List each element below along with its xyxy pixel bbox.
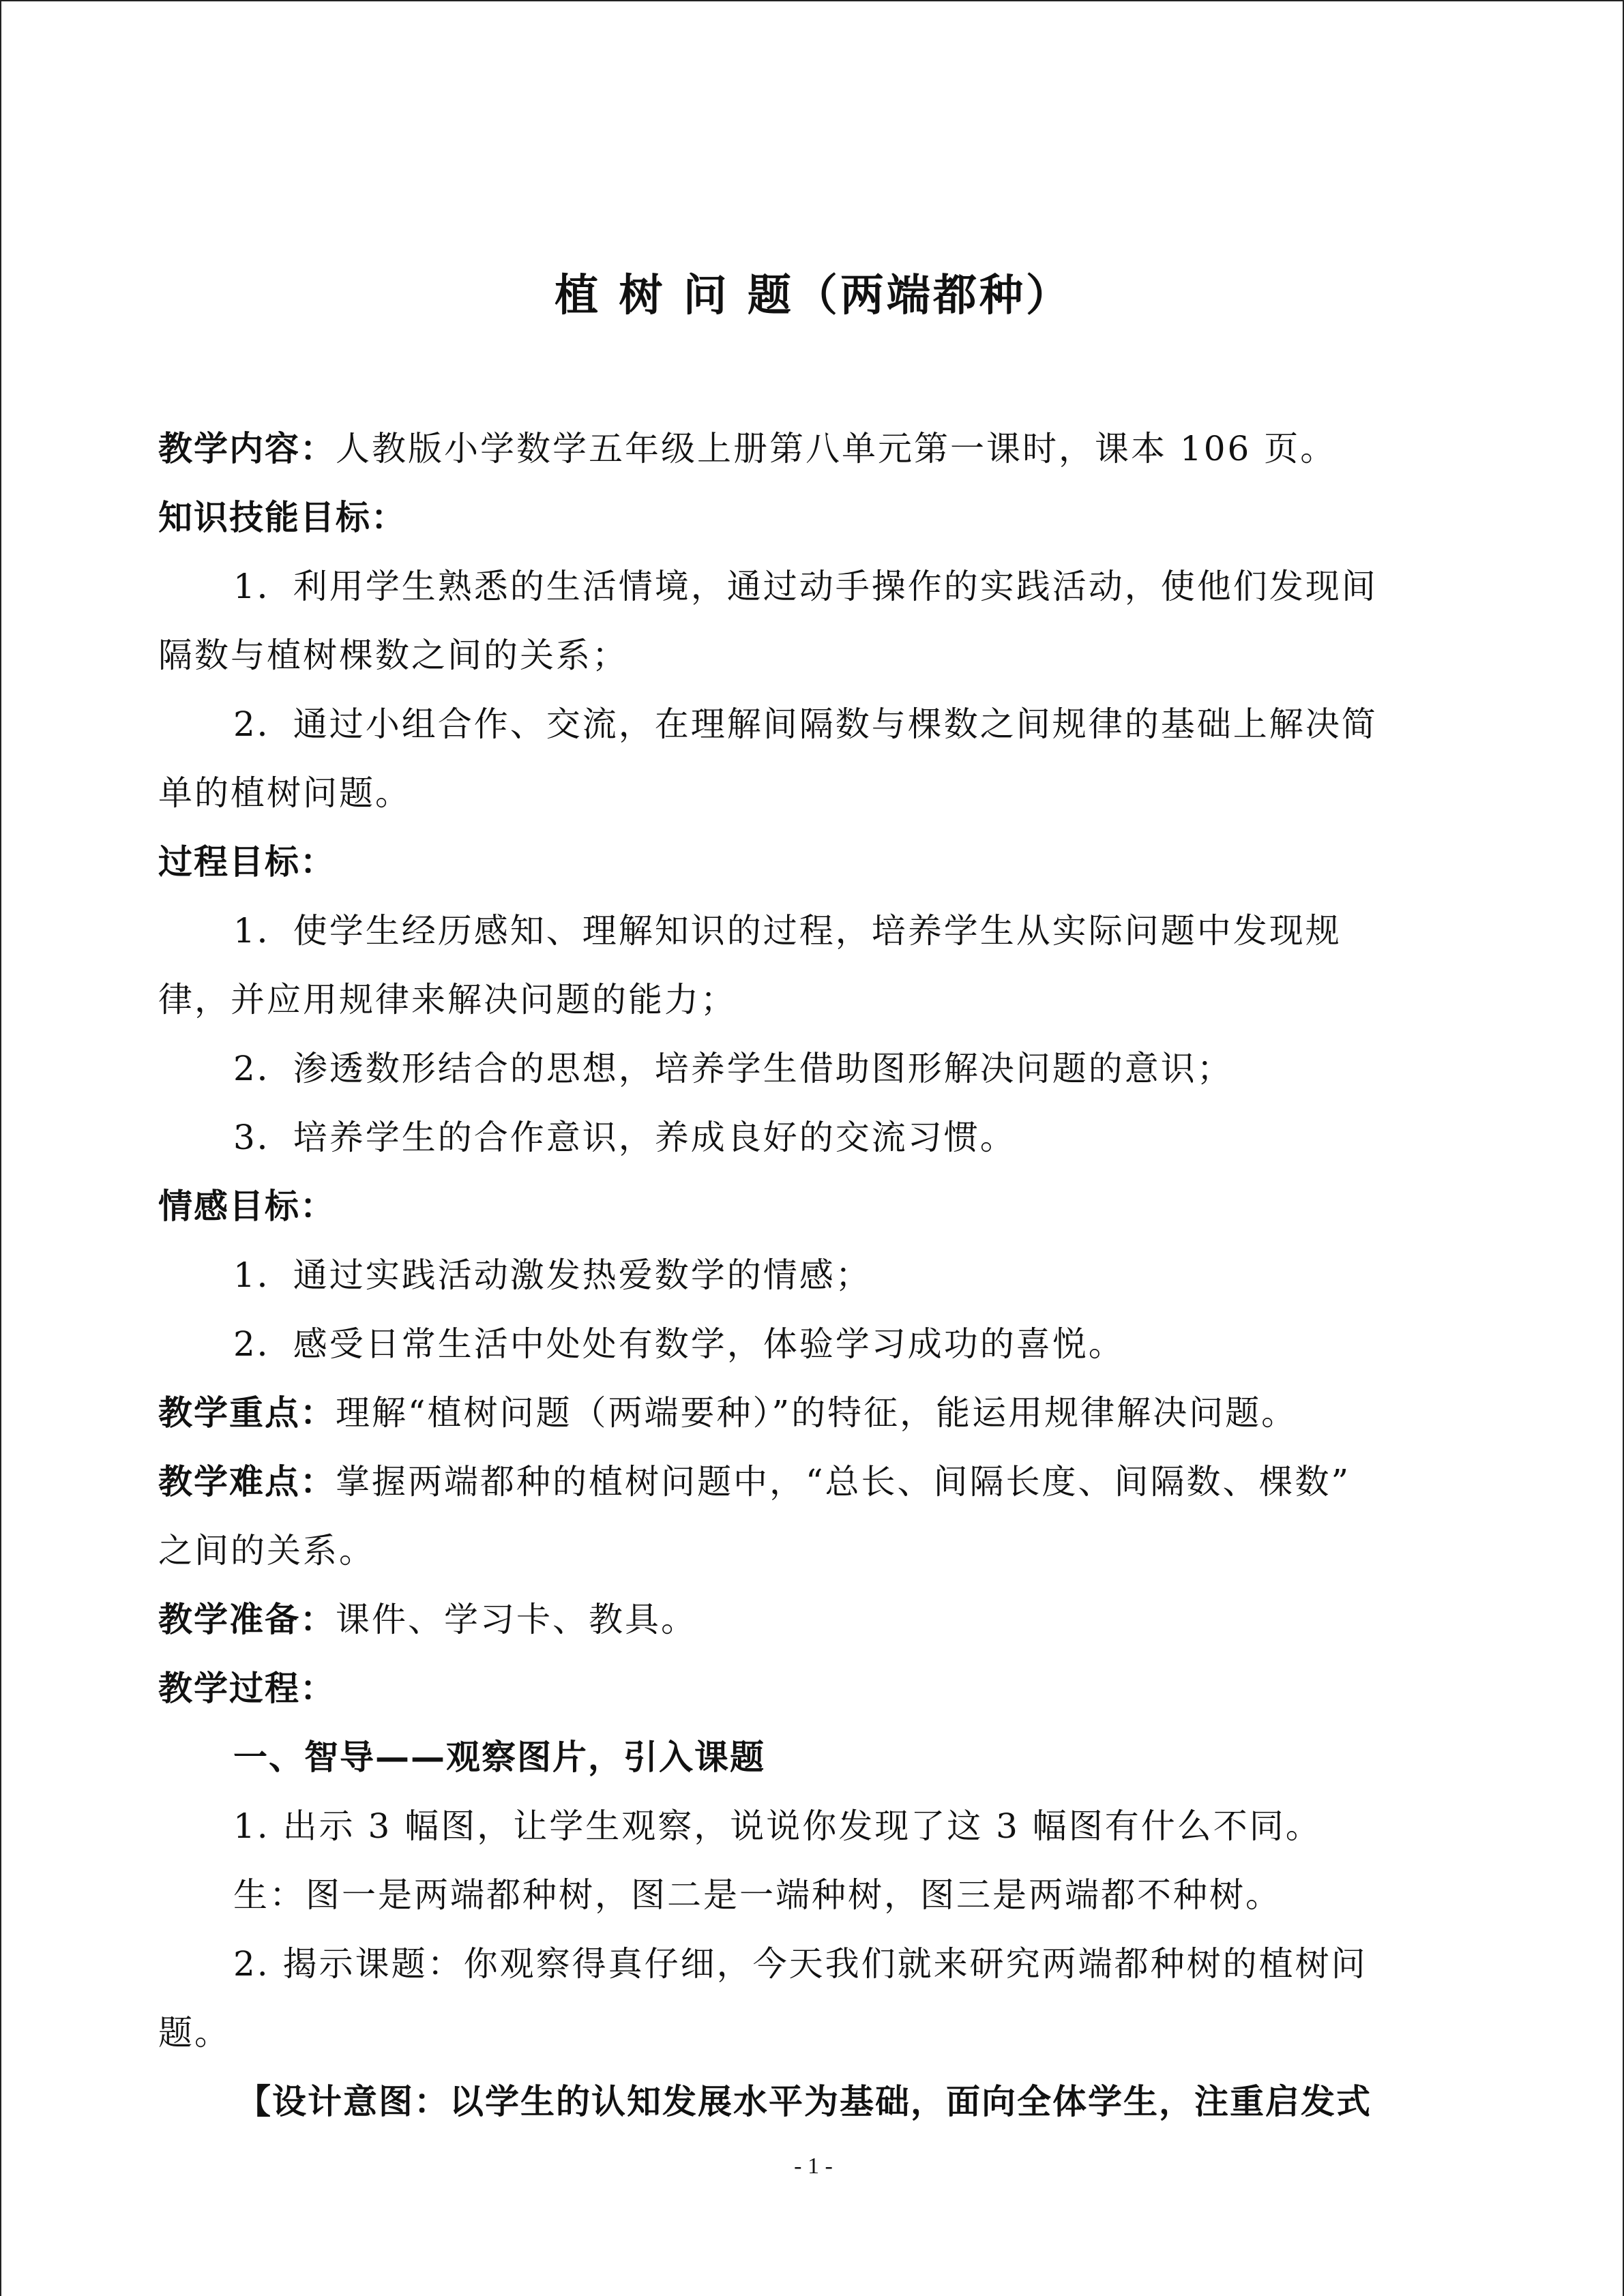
knowledge-goal-2-line2: 单的植树问题。 [158,773,411,813]
process-goal-3: 3．培养学生的合作意识，养成良好的交流习惯。 [233,1118,1016,1157]
step2-line2: 题。 [158,2013,231,2053]
title-main: 植 树 问 题 [555,271,794,321]
process-goals-label: 过程目标： [158,842,336,882]
step1-text: 1. 出示 3 幅图，让学生观察，说说你发现了这 3 幅图有什么不同。 [233,1806,1322,1846]
teaching-content-text: 人教版小学数学五年级上册第八单元第一课时，课本 106 页。 [336,429,1337,468]
step2-line1: 2. 揭示课题：你观察得真仔细，今天我们就来研究两端都种树的植树问 [233,1944,1368,1984]
preparation-label: 教学准备： [158,1600,336,1639]
document-body [158,415,1454,2136]
difficulty-label: 教学难点： [158,1462,336,1502]
preparation-line [158,1585,1454,1654]
process-label: 教学过程： [158,1669,336,1708]
process-goal-1-line2: 律，并应用规律来解决问题的能力； [158,980,737,1019]
difficulty-text-line2: 之间的关系。 [158,1531,375,1570]
design-intent: 【设计意图：以学生的认知发展水平为基础，面向全体学生，注重启发式 [237,2082,1372,2121]
process-heading [158,1654,1454,1723]
student-answer: 生：图一是两端都种树，图二是一端种树，图三是两端都不种树。 [233,1875,1282,1915]
knowledge-goals-heading [158,483,1454,552]
document-title [1,269,1624,323]
preparation-text: 课件、学习卡、教具。 [336,1600,697,1639]
teaching-content-line [158,415,1454,483]
title-subtitle: （两端都种） [793,271,1072,321]
difficulty-line1 [158,1448,1454,1517]
knowledge-goal-2-line1: 2．通过小组合作、交流，在理解间隔数与棵数之间规律的基础上解决简 [233,704,1378,744]
emotion-goals-label: 情感目标： [158,1187,336,1226]
emotion-goal-1: 1．通过实践活动激发热爱数学的情感； [233,1255,872,1295]
emotion-goal-2: 2．感受日常生活中处处有数学，体验学习成功的喜悦。 [233,1324,1125,1364]
knowledge-goal-1-line1: 1．利用学生熟悉的生活情境，通过动手操作的实践活动，使他们发现间 [233,567,1378,606]
emotion-goals-heading [158,1172,1454,1241]
section1-heading: 一、智导——观察图片，引入课题 [233,1738,765,1777]
process-goal-2: 2．渗透数形结合的思想，培养学生借助图形解决问题的意识； [233,1049,1233,1088]
knowledge-goals-label: 知识技能目标： [158,498,407,537]
knowledge-goal-1-line2: 隔数与植树棵数之间的关系； [158,636,628,675]
page-number: - 1 - [794,2153,833,2179]
process-goals-heading [158,828,1454,897]
key-point-text: 理解“植树问题（两端要种）”的特征，能运用规律解决问题。 [336,1393,1298,1433]
teaching-content-label: 教学内容： [158,429,336,468]
key-point-line [158,1379,1454,1448]
key-point-label: 教学重点： [158,1393,336,1433]
difficulty-text-line1: 掌握两端都种的植树问题中，“总长、间隔长度、间隔数、棵数” [336,1462,1351,1502]
process-goal-1-line1: 1．使学生经历感知、理解知识的过程，培养学生从实际问题中发现规 [233,911,1342,951]
